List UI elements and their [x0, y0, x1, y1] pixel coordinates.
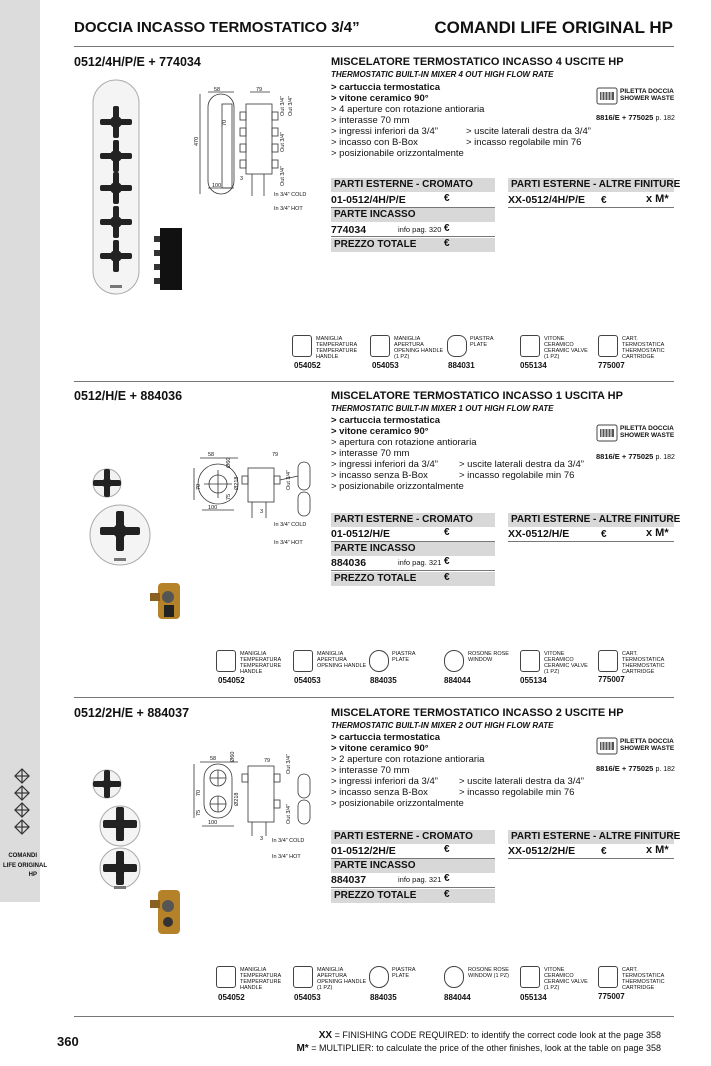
info-page: info pag. 321: [398, 875, 442, 884]
total-label: PREZZO TOTALE: [331, 238, 495, 252]
chrome-header: PARTI ESTERNE - CROMATO: [331, 830, 495, 844]
dim-label: Out 3/4”: [286, 470, 292, 490]
feature-item: > vitone ceramico 90°: [331, 93, 429, 104]
plate-icon: [447, 335, 467, 357]
feature-item: > incasso regolabile min 76: [459, 470, 575, 481]
euro-sign: €: [444, 889, 450, 900]
dim-label: 3: [260, 836, 264, 842]
part-code: 884031: [448, 361, 475, 370]
feature-item: > incasso regolabile min 76: [459, 787, 575, 798]
euro-sign: €: [444, 527, 450, 538]
part-label: PIASTRA PLATE: [470, 336, 494, 348]
technical-drawing: [190, 446, 320, 548]
part-item[interactable]: [369, 966, 389, 988]
section-rule: [74, 381, 674, 382]
part-label: MANIGLIA APERTURA OPENING HANDLE: [317, 651, 367, 669]
dim-label: 58: [214, 87, 221, 93]
euro-sign: €: [444, 572, 450, 583]
rose-icon: [444, 966, 464, 988]
dim-label: 58: [208, 452, 215, 458]
product-photo-2-handles: [80, 760, 190, 940]
technical-drawing: [192, 84, 312, 216]
part-item[interactable]: [447, 335, 467, 357]
part-code: 775007: [598, 992, 625, 1001]
chrome-header: PARTI ESTERNE - CROMATO: [331, 178, 495, 192]
euro-sign: €: [444, 238, 450, 249]
valve-icon: [520, 650, 540, 672]
feature-item: > 4 aperture con rotazione antioraria: [331, 104, 485, 115]
dim-label: 75: [226, 493, 232, 500]
euro-sign: €: [601, 846, 607, 857]
valve-icon: [520, 335, 540, 357]
dim-label: Ø60: [230, 751, 236, 762]
dim-label: 70: [222, 119, 228, 126]
box-code: 774034: [331, 224, 367, 236]
feature-item: > vitone ceramico 90°: [331, 426, 429, 437]
part-label: ROSONE ROSE WINDOW (1 PZ): [468, 967, 509, 979]
multiplier: x M*: [646, 193, 669, 205]
feature-list-right: [466, 126, 591, 148]
drain-code: 8816/E + 775025 p. 182: [596, 764, 675, 773]
drain-label: PILETTA DOCCIA SHOWER WASTE: [620, 425, 675, 439]
divider: [331, 887, 495, 888]
cartridge-icon: [598, 966, 618, 988]
dim-label: Out 3/4”: [286, 804, 292, 824]
page-number: 360: [57, 1034, 79, 1049]
part-label: MANIGLIA TEMPERATURA TEMPERATURE HANDLE: [240, 967, 282, 991]
product-code: 0512/4H/P/E + 774034: [74, 55, 201, 69]
total-label: PREZZO TOTALE: [331, 572, 495, 586]
product-photo-1-handle: [80, 455, 190, 630]
handle-icon: [293, 966, 313, 988]
feature-item: > incasso senza B-Box: [331, 787, 428, 798]
part-item[interactable]: [292, 335, 312, 357]
drain-code: 8816/E + 775025 p. 182: [596, 113, 675, 122]
part-label: PIASTRA PLATE: [392, 651, 416, 663]
part-code: 884044: [444, 676, 471, 685]
total-label: PREZZO TOTALE: [331, 889, 495, 903]
product-subtitle: THERMOSTATIC BUILT-IN MIXER 1 OUT HIGH FLOW RATE: [331, 404, 554, 413]
dim-label: 100: [208, 505, 218, 511]
part-item[interactable]: [598, 966, 618, 988]
part-code: 054052: [218, 676, 245, 685]
header-rule: [74, 46, 674, 47]
feature-item: > incasso senza B-Box: [331, 470, 428, 481]
feature-list-right: [459, 776, 584, 798]
technical-drawing: [190, 744, 322, 864]
dim-label: 75: [196, 809, 202, 816]
part-code: 054052: [294, 361, 321, 370]
dim-label: 79: [272, 452, 279, 458]
feature-item: > cartuccia termostatica: [331, 82, 441, 93]
feature-item: > ingressi inferiori da 3/4”: [331, 776, 438, 787]
chrome-code: 01-0512/2H/E: [331, 845, 396, 857]
part-item[interactable]: [520, 650, 540, 672]
footer-rule: [74, 1016, 674, 1017]
part-label: CART. TERMOSTATICA THERMOSTATIC CARTRIDGE: [622, 967, 665, 991]
euro-sign: €: [444, 556, 450, 567]
euro-sign: €: [444, 873, 450, 884]
dim-label: In 3/4” COLD: [274, 192, 307, 198]
part-code: 054053: [294, 676, 321, 685]
feature-item: > apertura con rotazione antioraria: [331, 437, 477, 448]
dim-label: 100: [208, 820, 218, 826]
part-code: 775007: [598, 675, 625, 684]
part-code: 054053: [372, 361, 399, 370]
feature-item: > cartuccia termostatica: [331, 732, 441, 743]
legend-multiplier: M* = MULTIPLIER: to calculate the price of the other finishes, look at the table on page 358: [296, 1043, 661, 1054]
finish-code: XX-0512/2H/E: [508, 845, 576, 857]
finish-header: PARTI ESTERNE - ALTRE FINITURE: [508, 513, 674, 527]
part-item[interactable]: [520, 335, 540, 357]
drain-label: PILETTA DOCCIA SHOWER WASTE: [620, 88, 675, 102]
part-label: VITONE CERAMICO CERAMIC VALVE (1 PZ): [544, 651, 588, 675]
dim-label: 70: [196, 483, 202, 490]
product-title: MISCELATORE TERMOSTATICO INCASSO 4 USCITE HP: [331, 56, 624, 68]
handle-icon: [370, 335, 390, 357]
chrome-code: 01-0512/H/E: [331, 528, 390, 540]
feature-list: [331, 82, 484, 159]
chrome-code: 01-0512/4H/P/E: [331, 194, 406, 206]
part-label: MANIGLIA TEMPERATURA TEMPERATURE HANDLE: [316, 336, 358, 360]
sidebar-label-2[interactable]: LIFE ORIGINAL: [3, 863, 47, 869]
part-label: CART. TERMOSTATICA THERMOSTATIC CARTRIDGE: [622, 336, 665, 360]
product-title: MISCELATORE TERMOSTATICO INCASSO 2 USCITE HP: [331, 707, 624, 719]
part-code: 055134: [520, 361, 547, 370]
dim-label: 3: [260, 509, 264, 515]
feature-item: > cartuccia termostatica: [331, 415, 441, 426]
dim-label: Ø218: [234, 476, 240, 490]
product-code: 0512/H/E + 884036: [74, 389, 183, 403]
dim-label: 3: [240, 176, 244, 182]
drain-code: 8816/E + 775025 p. 182: [596, 452, 675, 461]
feature-item: > posizionabile orizzontalmente: [331, 148, 464, 159]
dim-label: Out 3/4”: [280, 96, 286, 116]
part-code: 884044: [444, 993, 471, 1002]
dim-label: 79: [256, 87, 263, 93]
dim-label: Out 3/4”: [280, 166, 286, 186]
dim-label: 70: [196, 789, 202, 796]
cartridge-icon: [598, 335, 618, 357]
part-label: MANIGLIA APERTURA OPENING HANDLE (1 PZ): [317, 967, 367, 991]
part-label: VITONE CERAMICO CERAMIC VALVE (1 PZ): [544, 336, 588, 360]
part-label: VITONE CERAMICO CERAMIC VALVE (1 PZ): [544, 967, 588, 991]
finish-header: PARTI ESTERNE - ALTRE FINITURE: [508, 830, 674, 844]
feature-item: > uscite laterali destra da 3/4”: [459, 459, 584, 470]
product-subtitle: THERMOSTATIC BUILT-IN MIXER 2 OUT HIGH FLOW RATE: [331, 721, 554, 730]
shower-waste-icon: [596, 87, 618, 105]
euro-sign: €: [444, 193, 450, 204]
shower-waste-icon: [596, 737, 618, 755]
euro-sign: €: [444, 223, 450, 234]
part-label: MANIGLIA TEMPERATURA TEMPERATURE HANDLE: [240, 651, 282, 675]
part-item[interactable]: [293, 650, 313, 672]
dim-label: Out 3/4”: [286, 754, 292, 774]
feature-item: > ingressi inferiori da 3/4”: [331, 126, 438, 137]
part-item[interactable]: [216, 966, 236, 988]
feature-list: [331, 415, 477, 492]
part-code: 055134: [520, 676, 547, 685]
sidebar: [0, 0, 47, 902]
dim-label: In 3/4” HOT: [274, 206, 303, 212]
feature-item: > posizionabile orizzontalmente: [331, 798, 464, 809]
plate-icon: [369, 650, 389, 672]
part-code: 055134: [520, 993, 547, 1002]
divider: [331, 570, 495, 571]
feature-item: > ingressi inferiori da 3/4”: [331, 459, 438, 470]
finish-header: PARTI ESTERNE - ALTRE FINITURE: [508, 178, 674, 192]
part-item[interactable]: [598, 650, 618, 672]
dim-label: In 3/4” COLD: [272, 838, 305, 844]
divider: [508, 541, 674, 542]
page-title-right: COMANDI LIFE ORIGINAL HP: [434, 18, 673, 37]
plate-icon: [369, 966, 389, 988]
product-code: 0512/2H/E + 884037: [74, 706, 190, 720]
sidebar-handles-icon: [13, 768, 31, 836]
product-title: MISCELATORE TERMOSTATICO INCASSO 1 USCITA HP: [331, 390, 623, 402]
finish-code: XX-0512/4H/P/E: [508, 194, 586, 206]
part-label: PIASTRA PLATE: [392, 967, 416, 979]
feature-item: > interasse 70 mm: [331, 765, 410, 776]
part-code: 775007: [598, 361, 625, 370]
feature-item: > interasse 70 mm: [331, 115, 410, 126]
box-header: PARTE INCASSO: [331, 859, 495, 873]
feature-list-right: [459, 459, 584, 481]
finish-code: XX-0512/H/E: [508, 528, 570, 540]
part-item[interactable]: [520, 966, 540, 988]
cartridge-icon: [598, 650, 618, 672]
box-code: 884036: [331, 557, 367, 569]
part-item[interactable]: [444, 966, 464, 988]
divider: [508, 207, 674, 208]
divider: [508, 858, 674, 859]
part-item[interactable]: [216, 650, 236, 672]
part-item[interactable]: [293, 966, 313, 988]
part-code: 054053: [294, 993, 321, 1002]
part-item[interactable]: [370, 335, 390, 357]
info-page: info pag. 320: [398, 225, 442, 234]
multiplier: x M*: [646, 844, 669, 856]
dim-label: In 3/4” HOT: [274, 540, 303, 546]
part-label: MANIGLIA APERTURA OPENING HANDLE (1 PZ): [394, 336, 444, 360]
dim-label: Ø60: [226, 457, 232, 468]
part-item[interactable]: [598, 335, 618, 357]
page-title-left: DOCCIA INCASSO TERMOSTATICO 3/4”: [74, 19, 360, 36]
dim-label: 79: [264, 758, 271, 764]
handle-icon: [293, 650, 313, 672]
dim-label: Out 3/4”: [288, 96, 294, 116]
handle-icon: [292, 335, 312, 357]
product-photo-4-handles: [90, 78, 190, 298]
feature-item: > incasso con B-Box: [331, 137, 418, 148]
feature-item: > 2 aperture con rotazione antioraria: [331, 754, 485, 765]
part-item[interactable]: [444, 650, 464, 672]
handle-icon: [216, 650, 236, 672]
feature-item: > interasse 70 mm: [331, 448, 410, 459]
dim-label: In 3/4” HOT: [272, 854, 301, 860]
box-header: PARTE INCASSO: [331, 208, 495, 222]
box-header: PARTE INCASSO: [331, 542, 495, 556]
feature-item: > incasso regolabile min 76: [466, 137, 582, 148]
handle-icon: [216, 966, 236, 988]
feature-item: > uscite laterali destra da 3/4”: [466, 126, 591, 137]
euro-sign: €: [444, 844, 450, 855]
feature-item: > vitone ceramico 90°: [331, 743, 429, 754]
dim-label: 470: [194, 136, 200, 146]
feature-item: > posizionabile orizzontalmente: [331, 481, 464, 492]
euro-sign: €: [601, 529, 607, 540]
legend-xx: XX = FINISHING CODE REQUIRED: to identify the correct code look at the page 358: [318, 1030, 661, 1041]
dim-label: 58: [210, 756, 217, 762]
dim-label: Ø218: [234, 792, 240, 806]
euro-sign: €: [601, 195, 607, 206]
feature-item: > uscite laterali destra da 3/4”: [459, 776, 584, 787]
part-label: ROSONE ROSE WINDOW: [468, 651, 509, 663]
divider: [331, 236, 495, 237]
dim-label: 100: [212, 183, 222, 189]
rose-icon: [444, 650, 464, 672]
part-item[interactable]: [369, 650, 389, 672]
part-label: CART. TERMOSTATICA THERMOSTATIC CARTRIDGE: [622, 651, 665, 675]
section-rule: [74, 697, 674, 698]
box-code: 884037: [331, 874, 367, 886]
product-subtitle: THERMOSTATIC BUILT-IN MIXER 4 OUT HIGH FLOW RATE: [331, 70, 554, 79]
sidebar-label-1[interactable]: COMANDI: [8, 853, 37, 859]
part-code: 884035: [370, 993, 397, 1002]
valve-icon: [520, 966, 540, 988]
multiplier: x M*: [646, 527, 669, 539]
part-code: 054052: [218, 993, 245, 1002]
drain-label: PILETTA DOCCIA SHOWER WASTE: [620, 738, 675, 752]
dim-label: Out 3/4”: [280, 132, 286, 152]
shower-waste-icon: [596, 424, 618, 442]
info-page: info pag. 321: [398, 558, 442, 567]
dim-label: In 3/4” COLD: [274, 522, 307, 528]
sidebar-label-3[interactable]: HP: [28, 872, 37, 878]
chrome-header: PARTI ESTERNE - CROMATO: [331, 513, 495, 527]
part-code: 884035: [370, 676, 397, 685]
